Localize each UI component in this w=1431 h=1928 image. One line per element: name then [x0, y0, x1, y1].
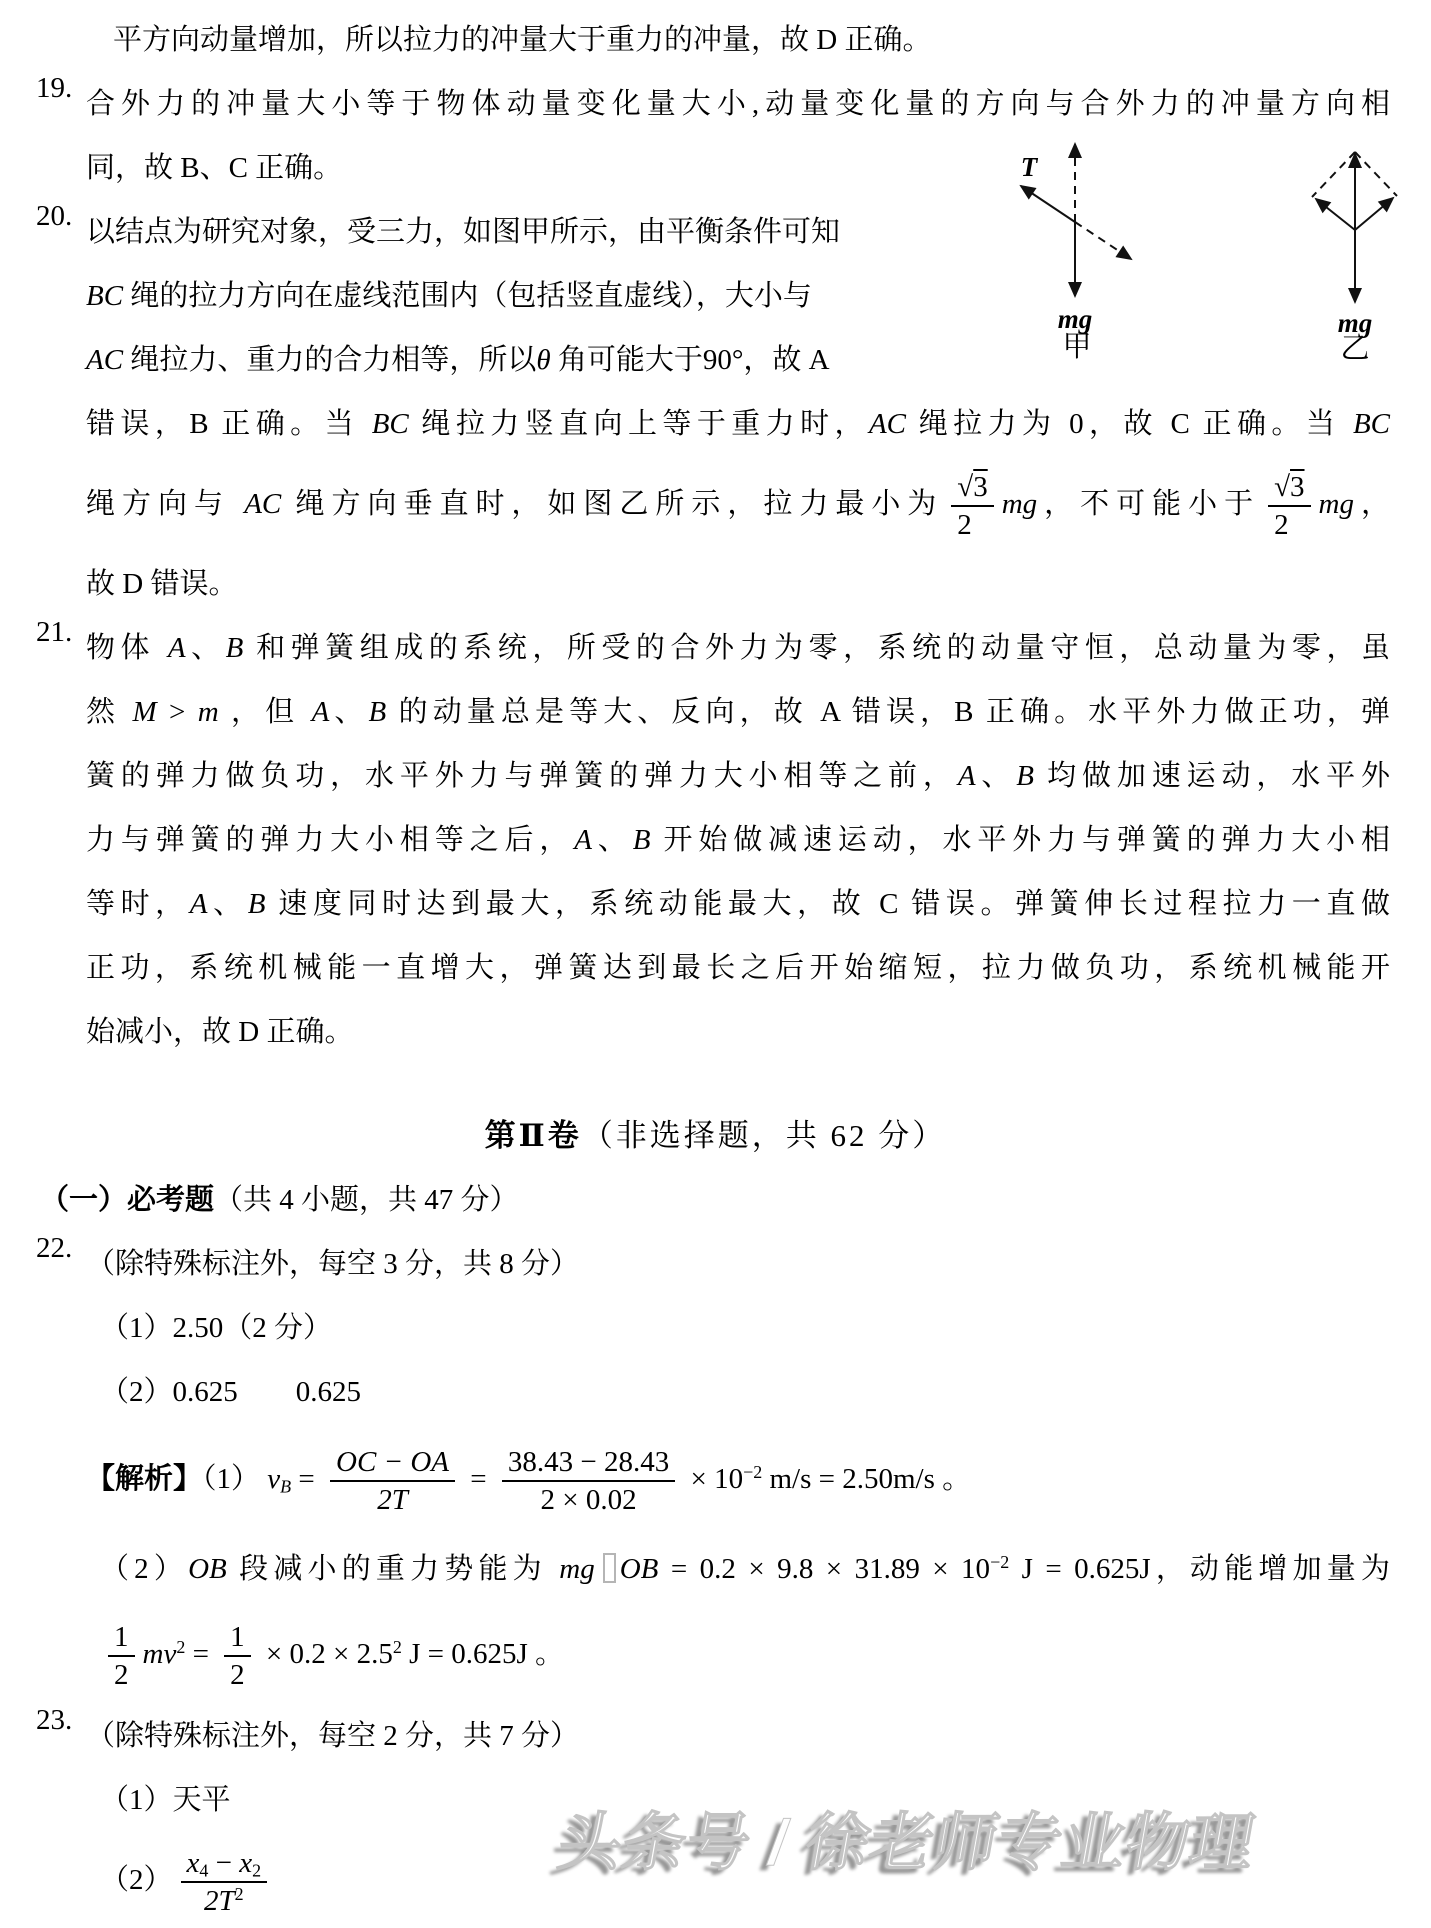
text-line: AC 绳拉力、重力的合力相等，所以θ 角可能大于90°，故 A	[86, 344, 830, 376]
figure-caption: 乙	[1340, 333, 1370, 360]
dashed-diagonal-limit-arrow	[1075, 222, 1131, 259]
paragraph-continuation: 平方向动量增加，所以拉力的冲量大于重力的冲量，故 D 正确。	[113, 24, 932, 56]
text-line: 物体 A、B 和弹簧组成的系统，所受的合外力为零，系统的动量守恒，总动量为零，虽	[86, 632, 1390, 664]
text-line: （2）OB 段减小的重力势能为 mg OB = $0.2 \times 9.8 \times 31.89 \times 10^{-2}$ J = 0.625J，动能增加量为	[100, 1552, 1390, 1585]
item-body	[86, 616, 1390, 1064]
solution-item-19	[0, 72, 1431, 200]
text-line: 正功，系统机械能一直增大，弹簧达到最长之后开始缩短，拉力做负功，系统机械能开	[86, 952, 1390, 984]
figure-yi-canvas	[1285, 112, 1431, 360]
item-number: 19.	[36, 72, 73, 104]
parallelogram-dashed-right-side	[1355, 152, 1397, 196]
parallelogram-dashed-left-side	[1312, 152, 1355, 197]
answer-line: （1）天平	[100, 1784, 231, 1816]
text-line: 始减小，故 D 正确。	[86, 1016, 354, 1048]
formula-line: （2） $\frac{x_4 - x_2}{2T^2}$	[86, 1832, 1390, 1928]
right-component-arrow	[1355, 198, 1393, 230]
figure-jia-force-diagram	[995, 112, 1165, 368]
tension-label: T	[1020, 152, 1038, 182]
item-number: 20.	[36, 200, 73, 232]
text-line: 故 D 错误。	[86, 568, 238, 600]
figure-caption: 甲	[1062, 331, 1092, 360]
figure-jia-canvas	[995, 112, 1165, 360]
text-line: 然 M > m ，但 A、B 的动量总是等大、反向，故 A 错误，B 正确。水平外力做正功，弹	[86, 696, 1390, 728]
subsection-heading: （一）必考题（共 4 小题，共 47 分）	[40, 1184, 519, 1216]
solution-item-22	[0, 1232, 1431, 1704]
figure-yi-force-diagram	[1285, 112, 1431, 368]
text-line: 同，故 B、C 正确。	[86, 152, 343, 184]
section-spacer	[0, 1064, 1431, 1104]
item-body	[86, 1232, 1390, 1704]
text-line: 错误，B 正确。当 BC 绳拉力竖直向上等于重力时，AC 绳拉力为 0，故 C 正确。当 BC	[86, 408, 1391, 440]
item-title-line: （除特殊标注外，每空 3 分，共 8 分）	[86, 1248, 580, 1280]
watermark-text: 头条号 / 徐老师专业物理	[552, 1808, 1261, 1878]
section-heading: 第Ⅱ卷（非选择题，共 62 分）	[484, 1118, 947, 1153]
text-line: 以结点为研究对象，受三力，如图甲所示，由平衡条件可知	[86, 216, 841, 248]
text-line: 簧的弹力做负功，水平外力与弹簧的弹力大小相等之前，A、B 均做加速运动，水平外	[86, 760, 1390, 792]
weight-label: mg	[1057, 304, 1093, 334]
solution-item-20	[0, 200, 1431, 616]
left-component-arrow	[1316, 199, 1355, 230]
item-number: 21.	[36, 616, 73, 648]
text-line: 等时，A、B 速度同时达到最大，系统动能最大，故 C 错误。弹簧伸长过程拉力一直做	[86, 888, 1390, 920]
item-title-line: （除特殊标注外，每空 2 分，共 7 分）	[86, 1720, 580, 1752]
item-number: 22.	[36, 1232, 73, 1264]
item-body	[86, 200, 1390, 616]
solution-item-21	[0, 616, 1431, 1064]
text-line: BC 绳的拉力方向在虚线范围内（包括竖直虚线），大小与	[86, 280, 812, 312]
tension-vector-arrow	[1021, 186, 1075, 222]
item-number: 23.	[36, 1704, 73, 1736]
text-line: 合外力的冲量大小等于物体动量变化量大小,动量变化量的方向与合外力的冲量方向相	[86, 88, 1390, 120]
analysis-formula-line: 【解析】（1） $v_B$ = $\frac{OC - OA}{2T}$ = $\frac{38.43 - 28.43}{2 \times 0.02}$ × $10^{-2}$ m/s = 2.50m/s 。	[86, 1445, 972, 1517]
missing-glyph-box	[603, 1553, 616, 1583]
formula-line: $\frac{1}{2}$ $mv^2$ = $\frac{1}{2}$ × $0.2 \times 2.5^2$ J = 0.625J 。	[86, 1604, 1390, 1704]
text-line: 力与弹簧的弹力大小相等之后，A、B 开始做减速运动，水平外力与弹簧的弹力大小相	[86, 824, 1390, 856]
text-line-with-fraction: 绳方向与 AC 绳方向垂直时，如图乙所示，拉力最小为 $\frac{√3}{2}$ mg，不可能小于 $\frac{√3}{2}$ mg，	[86, 470, 1390, 542]
item-body	[86, 72, 1390, 200]
answer-line: （1）2.50（2 分）	[100, 1312, 333, 1344]
answer-line: （2）0.625 0.625	[100, 1376, 362, 1408]
weight-label: mg	[1337, 308, 1373, 338]
